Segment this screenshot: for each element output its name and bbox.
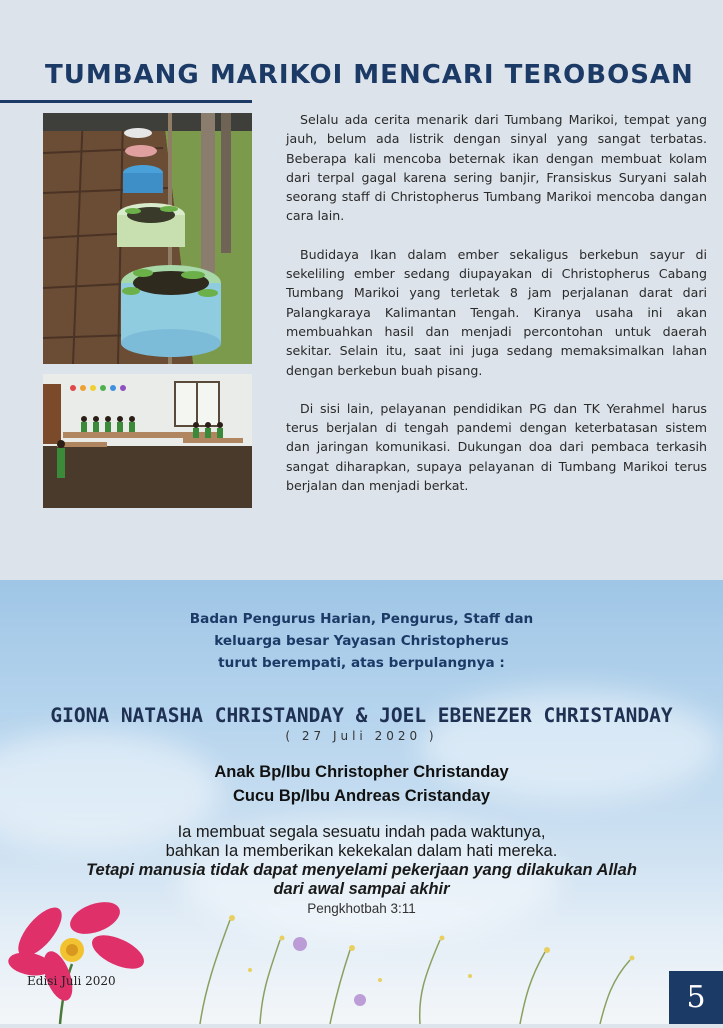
- edition-label: Edisi Juli 2020: [27, 974, 116, 988]
- verse-line-emphasis: dari awal sampai akhir: [273, 880, 450, 898]
- memorial-date: ( 27 Juli 2020 ): [285, 729, 438, 743]
- condolence-line: Badan Pengurus Harian, Pengurus, Staff dan: [189, 611, 534, 627]
- deceased-names: GIONA NATASHA CHRISTANDAY & JOEL EBENEZER CHRISTANDAY: [50, 704, 673, 727]
- page-number: 5: [669, 971, 723, 1024]
- verse-line: bahkan Ia memberikan kekekalan dalam hati mereka.: [165, 842, 558, 860]
- article-paragraph: Budidaya Ikan dalam ember sekaligus berkebun sayur di sekeliling ember sedang diupayakan di Christopherus Cabang Tumbang Marikoi yang terletak 8 jam perjalanan darat dari Palangkaraya Kalimantan Tengah. Kiranya usaha ini akan membuahkan hasil dan menjadi percontohan untuk daerah sekitar. Selain itu, saat ini juga sedang memaksimalkan lahan dengan berkebun buah pisang.: [286, 246, 707, 378]
- condolence-line: turut berempati, atas berpulangnya :: [218, 655, 505, 671]
- parents-line: Anak Bp/Ibu Christopher Christanday: [214, 763, 509, 781]
- article-title: TUMBANG MARIKOI MENCARI TEROBOSAN: [45, 60, 694, 90]
- photo-classroom: [43, 374, 252, 508]
- verse-reference: Pengkhotbah 3:11: [307, 901, 416, 916]
- verse-line-emphasis: Tetapi manusia tidak dapat menyelami pekerjaan yang dilakukan Allah: [86, 861, 637, 879]
- photo-bucket-garden: [43, 113, 252, 364]
- verse-line: Ia membuat segala sesuatu indah pada waktunya,: [177, 823, 546, 841]
- family-lines: [0, 760, 723, 808]
- flower-decoration: [0, 880, 723, 1024]
- title-underline: [0, 100, 252, 103]
- condolence-message: [0, 608, 723, 674]
- article-paragraph: Di sisi lain, pelayanan pendidikan PG dan TK Yerahmel harus terus berjalan di tengah pandemi dengan keterbatasan sistem dan jaringan komunikasi. Dukungan doa dari pembaca terkasih sangat diharapkan, supaya pelayanan di Tumbang Marikoi terus berjalan dan menjadi berkat.: [286, 400, 707, 494]
- grandparents-line: Cucu Bp/Ibu Andreas Cristanday: [232, 787, 490, 805]
- condolence-line: keluarga besar Yayasan Christopherus: [214, 633, 509, 649]
- article-body: [286, 110, 707, 514]
- article-paragraph: Selalu ada cerita menarik dari Tumbang Marikoi, tempat yang jauh, belum ada listrik dengan sinyal yang sangat terbatas. Beberapa kali mencoba beternak ikan dengan membuat kolam dari terpal gagal karena sering banjir, Fransiskus Suryani salah seorang staff di Christopherus Tumbang Marikoi mencoba dangan cara lain.: [286, 112, 707, 224]
